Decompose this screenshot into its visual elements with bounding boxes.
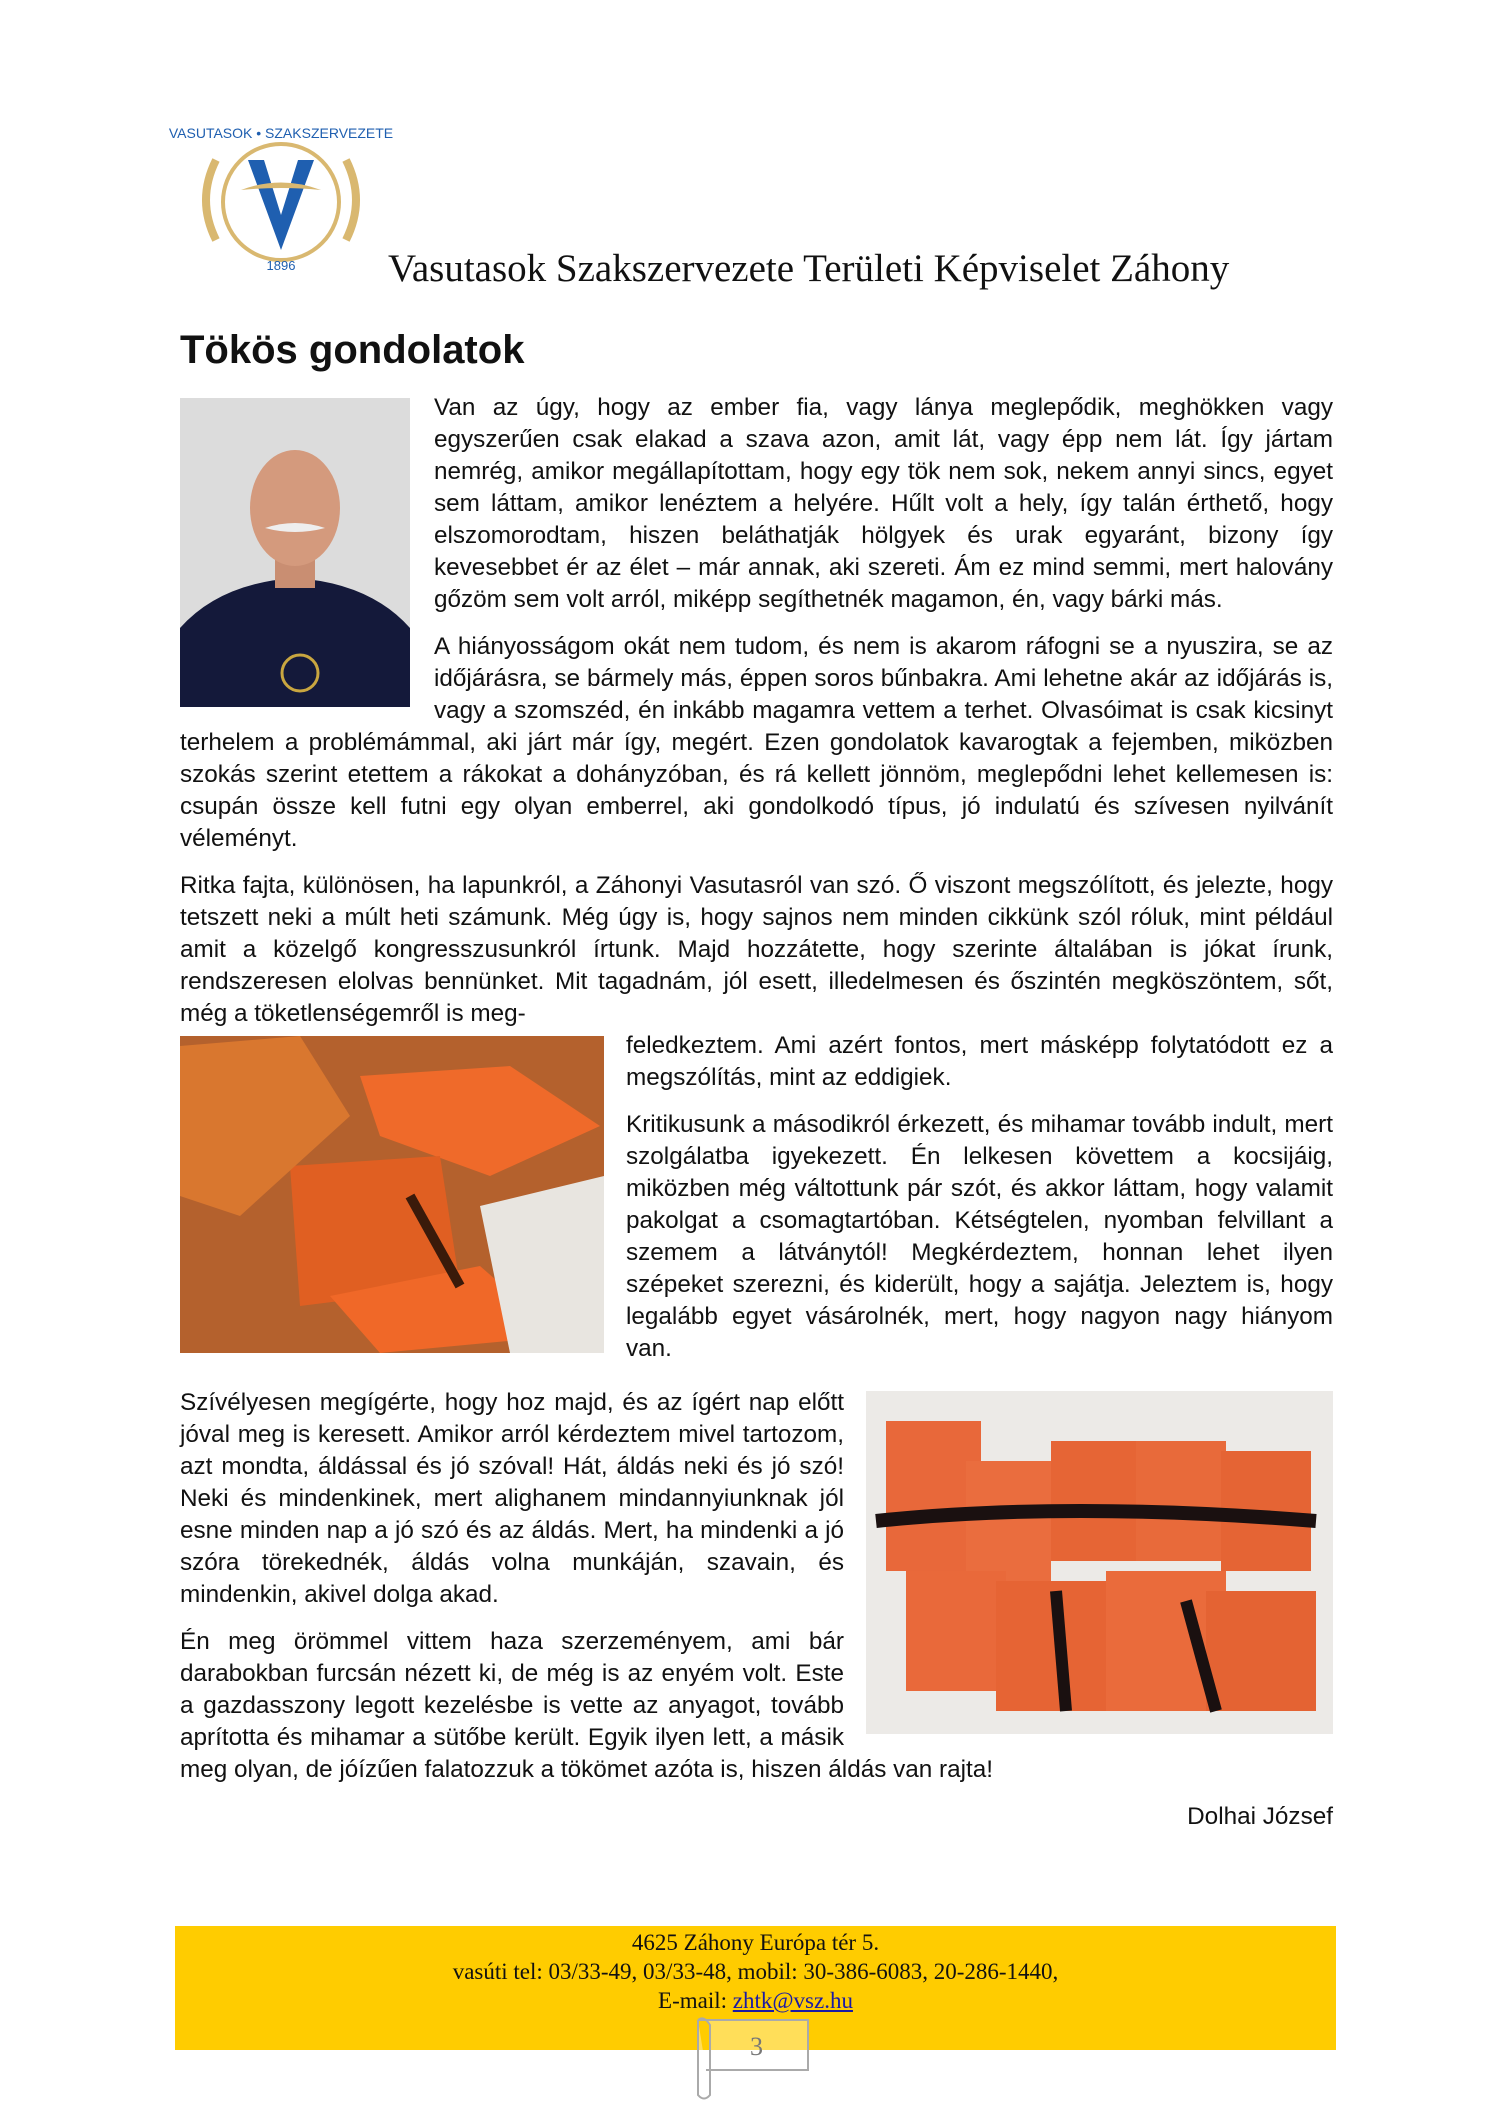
- page-number: 3: [750, 2032, 763, 2061]
- paragraph: Szívélyesen megígérte, hogy hoz majd, és az ígért nap előtt jóval meg is keresett. Amikor arról kérdeztem mivel tartozom, azt mondta, áldással és jó szóval! Hát, áldás neki és jó szó! Neki és mindenkinek, mert alighanem mindannyiunknak jól esne minden nap a jó szó és az áldás. Mert, ha mindenki a jó szóra törekednék, áldás volna munkáján, szavain, és mindenkin, akivel dolga akad.: [180, 1389, 844, 1608]
- organization-name: Vasutasok Szakszervezete Területi Képviselet Záhony: [388, 247, 1230, 290]
- page-number-scroll: [688, 2010, 823, 2100]
- article-title: Tökös gondolatok: [180, 328, 525, 372]
- email-label: E-mail:: [658, 1988, 733, 2013]
- paragraph: Ritka fajta, különösen, ha lapunkról, a Záhonyi Vasutasról van szó. Ő viszont megszólított, és jelezte, hogy tetszett neki a múlt heti számunk. Még úgy is, hogy sajnos nem minden cikkünk szól róluk, mint például amit a közelgő kongresszusunkról írtunk. Majd hozzátette, hogy szerinte általában is jókat írunk, rendszeresen elolvas bennünket. Mit tagadnám, jól esett, illedelmesen és őszintén megköszöntem, sőt, még a töketlenségemről is meg-: [180, 872, 1333, 1027]
- paragraph: Van az úgy, hogy az ember fia, vagy lánya meglepődik, meghökken vagy egyszerűen csak elakad a szava azon, amit lát, vagy épp nem lát. Így jártam nemrég, amikor megállapítottam, hogy egy tök nem sok, nekem annyi sincs, egyet sem láttam, amikor lenéztem a helyére. Hűlt volt a hely, így talán érthető, hogy elszomorodtam, hiszen beláthatják hölgyek és urak egyaránt, bizony így kevesebbet ér az élet – már annak, aki szereti. Ám ez mind semmi, mert halovány gőzöm sem volt arról, miképp segíthetnék magamon, én, vagy bárki más.: [434, 394, 1333, 613]
- author-photo: [180, 398, 410, 707]
- article-body: [180, 392, 1333, 1848]
- footer-phones: vasúti tel: 03/33-49, 03/33-48, mobil: 30-386-6083, 20-286-1440,: [452, 1959, 1059, 1984]
- pumpkin-photo-2: [866, 1391, 1333, 1734]
- union-logo: [168, 120, 394, 280]
- svg-text:VASUTASOK • SZAKSZERVEZETE: VASUTASOK • SZAKSZERVEZETE: [168, 125, 394, 141]
- footer-address: 4625 Záhony Európa tér 5.: [631, 1930, 880, 1955]
- paragraph: A hiányosságom okát nem tudom, és nem is akarom ráfogni se a nyuszira, se az időjárásra, se bármely más, éppen soros bűnbakra. Ami lehetne akár az időjárás is, vagy a szomszéd, én inkább magamra vettem a terhet. Olvasóimat is csak kicsinyt terhelem a problémámmal, aki járt már így, megért. Ezen gondolatok kavarogtak a fejemben, miközben szokás szerint etettem a rákokat a dohányzóban, és rá kellett jönnöm, meglepődni lehet kellemesen is: csupán össze kell futni egy olyan emberrel, aki gondolkodó típus, jó indulatú és szívesen nyilvánít véleményt.: [180, 633, 1333, 852]
- email-link[interactable]: zhtk@vsz.hu: [732, 1988, 853, 2013]
- paragraph: Kritikusunk a másodikról érkezett, és mihamar tovább indult, mert szolgálatba igyekezett. Én lelkesen követtem a kocsijáig, miközben még váltottunk pár szót, és akkor láttam, hogy valamit pakolgat a csomagtartóban. Kétségtelen, nyomban felvillant a szemem a látványtól! Megkérdeztem, honnan lehet ilyen szépeket szerezni, és kiderült, hogy a sajátja. Jeleztem is, hogy legalább egyet vásárolnék, mert, hogy nagyon nagy hiányom van.: [626, 1111, 1333, 1362]
- svg-text:1896: 1896: [266, 258, 296, 273]
- paragraph: feledkeztem. Ami azért fontos, mert másképp folytatódott ez a megszólítás, mint az eddigiek.: [626, 1032, 1333, 1091]
- pumpkin-photo-1: [180, 1036, 604, 1353]
- paragraph: Én meg örömmel vittem haza szerzeményem, ami bár darabokban furcsán nézett ki, de még is az enyém volt. Este a gazdasszony legott kezelésbe is vette az anyagot, tovább aprította és mihamar a sütőbe került. Egyik ilyen lett, a másik meg olyan, de jóízűen falatozzuk a tökömet azóta is, hiszen áldás van rajta!: [180, 1628, 994, 1783]
- author-signature: Dolhai József: [1187, 1803, 1333, 1830]
